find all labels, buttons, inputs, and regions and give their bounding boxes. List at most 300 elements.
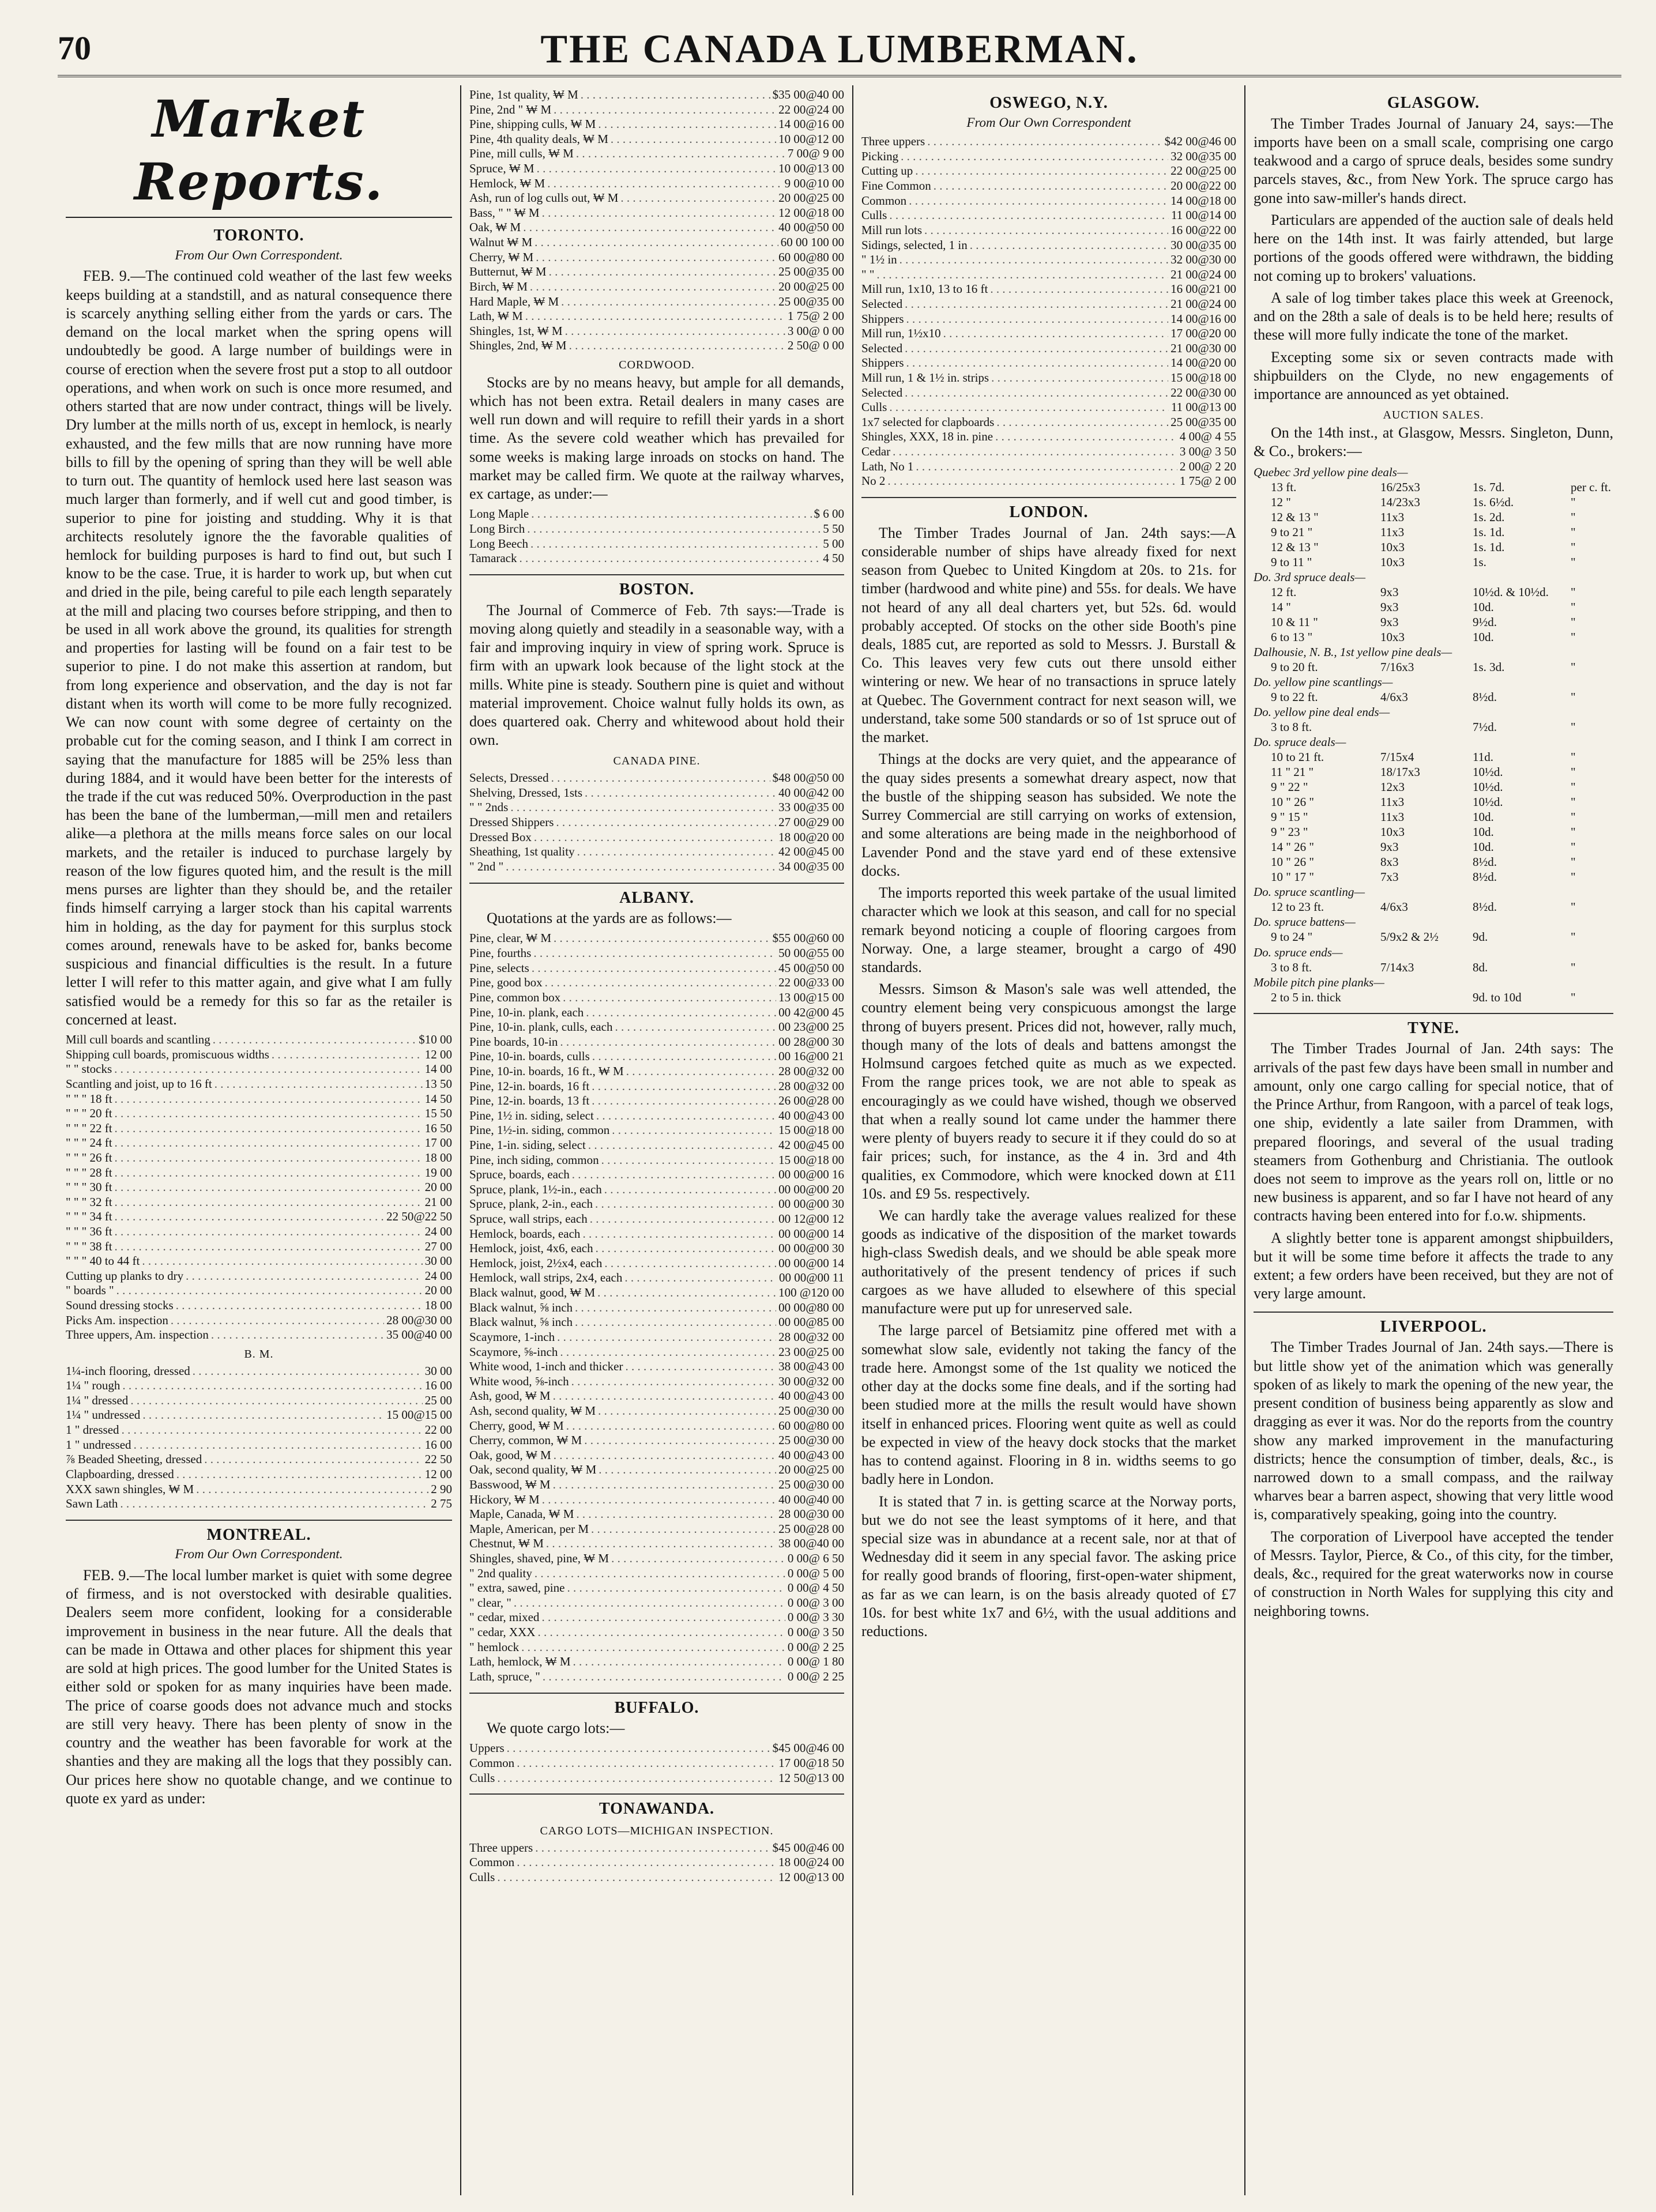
price-label: Culls: [861, 208, 887, 223]
leader-dots: [905, 297, 1168, 312]
auction-size: 9x3: [1380, 615, 1399, 629]
price-label: Pine, 2nd " ₩ M: [469, 102, 552, 116]
leader-dots: [561, 295, 776, 310]
price-value: 00 00@80 00: [778, 1300, 844, 1314]
leader-dots: [620, 191, 776, 206]
price-label: Pine, 10-in. boards, culls: [469, 1049, 590, 1064]
price-value: 14 50: [424, 1091, 452, 1106]
auction-size: 10x3: [1380, 540, 1405, 554]
price-row: [66, 1313, 452, 1328]
price-value: 28 00@32 00: [778, 1064, 844, 1078]
leader-dots: [596, 1241, 777, 1256]
price-row: [469, 250, 844, 265]
auction-row: [1254, 929, 1613, 944]
auction-unit: ": [1571, 720, 1576, 734]
paragraph: The imports reported this week partake of the usual limited character which we look at this season, and call for no special remark beyond noticing a couple of flooring cargoes from Norway. One, a large steamer, brought a cargo of 490 standards.: [861, 884, 1236, 975]
price-label: Pine, 10-in. boards, 16 ft., ₩ M: [469, 1064, 624, 1078]
price-value: 11 00@13 00: [1171, 400, 1236, 414]
leader-dots: [551, 771, 770, 786]
price-value: 0 00@ 3 50: [787, 1625, 844, 1640]
price-row: [861, 371, 1236, 386]
price-row: [861, 429, 1236, 444]
price-value: 27 00@29 00: [778, 815, 844, 830]
price-row: [469, 1049, 844, 1064]
price-label: Lath, No 1: [861, 459, 914, 473]
price-label: Shingles, 2nd, ₩ M: [469, 338, 567, 353]
price-value: 13 00@15 00: [778, 990, 844, 1004]
leader-dots: [116, 1283, 423, 1298]
price-row: [469, 146, 844, 161]
auction-row: [1254, 555, 1613, 570]
price-row: [861, 386, 1236, 401]
price-label: Oak, good, ₩ M: [469, 1448, 551, 1462]
price-label: Lath, spruce, ": [469, 1669, 540, 1683]
price-row: [66, 1482, 452, 1497]
auction-row: [1254, 495, 1613, 510]
price-value: 45 00@50 00: [778, 960, 844, 975]
price-label: Dressed Shippers: [469, 815, 554, 830]
price-value: 50 00@55 00: [778, 946, 844, 960]
price-row: [861, 238, 1236, 253]
leader-dots: [553, 1478, 777, 1493]
leader-dots: [943, 326, 1168, 341]
leader-dots: [996, 415, 1168, 430]
price-value: 32 00@30 00: [1171, 253, 1236, 267]
auction-row: [1254, 899, 1613, 914]
price-value: $55 00@60 00: [772, 931, 844, 945]
price-label: " " " 34 ft: [66, 1209, 112, 1224]
column-3: [853, 85, 1245, 2195]
canada-pine-title: CANADA PINE.: [613, 755, 701, 768]
price-label: Three uppers: [469, 1840, 533, 1855]
price-value: 28 00@30 00: [778, 1507, 844, 1521]
auction-size: 4/6x3: [1380, 689, 1408, 704]
price-label: Black walnut, ⅝ inch: [469, 1300, 573, 1314]
leader-dots: [507, 1741, 770, 1756]
auction-size: 11x3: [1380, 510, 1405, 524]
leader-dots: [122, 1378, 422, 1393]
price-label: " " " 20 ft: [66, 1106, 112, 1121]
price-row: [469, 1507, 844, 1522]
leader-dots: [532, 961, 776, 976]
price-row: [469, 1330, 844, 1345]
price-label: Mill run, 1x10, 13 to 16 ft: [861, 282, 988, 296]
leader-dots: [186, 1269, 423, 1284]
price-value: 00 28@00 30: [778, 1034, 844, 1049]
leader-dots: [517, 1756, 776, 1771]
price-value: 14 00@20 00: [1171, 356, 1236, 370]
auction-price: 1s. 6½d.: [1473, 495, 1514, 509]
leader-dots: [601, 1153, 777, 1168]
auction-length: 9 to 24 ": [1271, 930, 1313, 944]
leader-dots: [596, 1109, 776, 1124]
price-row: [469, 191, 844, 206]
price-label: " " " 22 ft: [66, 1121, 112, 1135]
price-value: 15 50: [424, 1106, 452, 1121]
price-label: Spruce, plank, 1½-in., each: [469, 1182, 602, 1196]
paragraph: The Timber Trades Journal of January 24, says:—The imports have been on a small scale, comprising one cargo teakwood and a cargo of spruce deals, besides some sundry parcels staves, &c., from New York. The spruce cargo has gone into saw-miller's hands direct.: [1254, 115, 1613, 206]
price-label: " " " 38 ft: [66, 1239, 112, 1253]
leader-dots: [549, 265, 777, 280]
price-label: " 2nd ": [469, 859, 504, 873]
paragraph: FEB. 9.—The local lumber market is quiet with some degree of firmess, and is not overstocked with desirable qualities. Dealers seem more confident, looking for a considerable improvement in business in the near future. All the deals that can be made in Ottawa and other places for shipment this year are sold at high prices. The good lumber for the United States is either sold or spoken for as many inquiries have been made. The price of coarse goods does not advance much and stocks are still very heavy. There has been plenty of snow in the country and the weather has been favorable for work at the shanties and they are making all the logs that they possibly can. Our prices here show no quotable change, and we continue to quote ex yard as under:: [66, 1566, 452, 1807]
auction-row: [1254, 630, 1613, 645]
auction-row: [1254, 960, 1613, 975]
paragraph: The corporation of Liverpool have accepted the tender of Messrs. Taylor, Pierce, & Co., of this city, for the timber, deals, &c., required for the great waterworks now in course of construction in North Wales for supplying this city and neighboring towns.: [1254, 1528, 1613, 1619]
auction-group-heading: Do. spruce deals—: [1254, 735, 1346, 749]
albany-intro: Quotations at the yards are as follows:—: [487, 910, 732, 927]
price-label: " " " 24 ft: [66, 1136, 112, 1150]
price-row: [66, 1224, 452, 1239]
price-label: Hard Maple, ₩ M: [469, 294, 559, 308]
price-label: Shingles, XXX, 18 in. pine: [861, 429, 993, 444]
leader-dots: [611, 132, 776, 147]
paragraph: The Timber Trades Journal of Jan. 24th says:—A considerable number of ships have already fixed for next season from Quebec to United Kingdom at 20s. to 21s. for timber (hardwood and white pine) and 55s. for deals. We have not heard of any all deal charters yet, but 52s. 6d. would probably accepted. Of stocks on the other side Booth's pine deals, 1885 cut, are reported as sold to Messrs. J. Burstall & Co. This leaves very few cuts out there unsold either wintering or new. We hear of no transactions in spruce lately at Quebec. The Government contract for next season will, we understand, take some 500 standards or so of 1st spruce out of the market.: [861, 524, 1236, 746]
auction-group-heading: Do. yellow pine deal ends—: [1254, 705, 1390, 719]
price-value: 15 00@18 00: [778, 1152, 844, 1167]
toronto-title: TORONTO.: [213, 227, 304, 245]
leader-dots: [927, 134, 1162, 149]
price-value: 40 00@50 00: [778, 220, 844, 235]
paragraph: Messrs. Simson & Mason's sale was well attended, the country element being very conspicuous amongst the large throng of buyers present. Prices did not, however, rally much, though many of the lots of deals and battens amongst the Holmsund cargoes fetched quite as much as we expected. From the range prices took, we are not able to speak as encouragingly as we could have wished, though we observed that when a really sound lot came under the hammer there were plenty of buyers ready to secure it if they could do so at fair prices; such, for instance, as the 4 in. 3rd and 4th qualities, ex Commodore, which were knocked down at £11 10s. and £9 5s. respectively.: [861, 981, 1236, 1202]
price-row: [861, 282, 1236, 297]
price-label: Spruce, ₩ M: [469, 161, 535, 176]
cordwood-title: CORDWOOD.: [619, 358, 695, 371]
leader-dots: [575, 1301, 776, 1316]
price-row: [469, 1870, 844, 1885]
price-value: $42 00@46 00: [1164, 134, 1236, 149]
price-row: [469, 1771, 844, 1786]
price-row: [469, 1741, 844, 1756]
price-row: [469, 522, 844, 537]
leader-dots: [530, 280, 776, 295]
leader-dots: [204, 1452, 423, 1467]
price-value: 60 00@80 00: [778, 1418, 844, 1433]
leader-dots: [584, 1433, 776, 1448]
price-value: 0 00@ 4 50: [787, 1581, 844, 1595]
price-row: [469, 1670, 844, 1685]
price-row: [66, 1077, 452, 1092]
price-label: Ash, second quality, ₩ M: [469, 1403, 596, 1418]
price-value: 14 00@18 00: [1171, 193, 1236, 208]
price-value: 00 00@00 14: [778, 1226, 844, 1241]
price-label: Pine, 1½-in. siding, common: [469, 1123, 610, 1137]
leader-dots: [196, 1482, 428, 1497]
auction-unit: ": [1571, 825, 1576, 839]
price-label: Lath, hemlock, ₩ M: [469, 1655, 571, 1669]
price-value: $10 00: [419, 1032, 452, 1047]
price-row: [469, 1167, 844, 1182]
price-row: [66, 1452, 452, 1467]
paragraph: A sale of log timber takes place this week at Greenock, and on the 28th a sale of deals is to be held here; results of these will more fully indicate the tone of the market.: [1254, 289, 1613, 344]
leader-dots: [581, 88, 770, 103]
paragraph: The large parcel of Betsiamitz pine offered met with a somewhat slow sale, evidently not taking the fancy of the trade here. Amongst some of the 1st quality we noticed the other day at the docks some fine deals, and if the sorting had been studied more at the mills the result would have shown itself in enhanced prices. Flooring went quite as well as could be expected in view of the heavy dock stocks that the market has to contend against. Flooring in 8 in. widths seems to go badly here in London.: [861, 1322, 1236, 1488]
price-label: Spruce, wall strips, each: [469, 1212, 588, 1226]
price-value: 17 00@20 00: [1171, 326, 1236, 341]
price-label: XXX sawn shingles, ₩ M: [66, 1482, 194, 1496]
price-value: 00 12@00 12: [778, 1212, 844, 1226]
price-label: Birch, ₩ M: [469, 279, 528, 293]
price-label: Common: [469, 1855, 515, 1870]
price-value: 42 00@45 00: [778, 1137, 844, 1152]
price-value: 25 00@30 00: [778, 1433, 844, 1448]
price-label: Scantling and joist, up to 16 ft: [66, 1076, 212, 1091]
auction-length: 9 " 15 ": [1271, 810, 1308, 824]
price-value: 22 50@22 50: [386, 1209, 452, 1224]
price-label: Maple, American, per M: [469, 1521, 589, 1536]
price-value: 16 00@22 00: [1171, 223, 1236, 237]
leader-dots: [506, 860, 776, 875]
price-label: Long Maple: [469, 507, 529, 521]
auction-size: 7x3: [1380, 870, 1399, 884]
price-label: Spruce, boards, each: [469, 1167, 570, 1182]
price-row: [861, 415, 1236, 430]
auction-length: 6 to 13 ": [1271, 630, 1313, 644]
price-value: 16 00: [424, 1378, 452, 1393]
price-value: 24 00: [424, 1224, 452, 1238]
price-value: 00 42@00 45: [778, 1005, 844, 1019]
auction-row: [1254, 480, 1613, 495]
leader-dots: [569, 338, 785, 353]
albany-title: ALBANY.: [469, 883, 844, 909]
price-row: [469, 990, 844, 1005]
auction-length: 9 to 20 ft.: [1271, 660, 1318, 674]
price-label: Shippers: [861, 356, 904, 370]
price-row: [469, 1064, 844, 1079]
price-label: 1¼ " dressed: [66, 1393, 129, 1407]
buffalo-title: BUFFALO.: [469, 1693, 844, 1719]
price-value: 12 00@13 00: [778, 1870, 844, 1885]
price-label: Pine, mill culls, ₩ M: [469, 146, 574, 161]
price-label: Oak, ₩ M: [469, 220, 521, 235]
auction-unit: ": [1571, 855, 1576, 869]
auction-size: 9x3: [1380, 600, 1399, 614]
leader-dots: [557, 1330, 776, 1345]
auction-size: 8x3: [1380, 855, 1399, 869]
price-label: No 2: [861, 474, 886, 488]
price-label: Common: [469, 1756, 515, 1770]
price-row: [469, 1035, 844, 1050]
price-label: Hemlock, joist, 4x6, each: [469, 1241, 593, 1256]
leader-dots: [554, 931, 770, 946]
leader-dots: [142, 1408, 384, 1423]
auction-price: 10½d. & 10½d.: [1473, 585, 1549, 599]
market-reports-title: Market Reports.: [66, 88, 452, 218]
price-value: 20 00: [424, 1180, 452, 1194]
leader-dots: [582, 1227, 776, 1242]
price-row: [469, 1841, 844, 1856]
auction-price: 10½d.: [1473, 780, 1503, 794]
tyne-title: TYNE.: [1254, 1013, 1613, 1039]
leader-dots: [530, 537, 821, 552]
price-label: Long Birch: [469, 522, 525, 536]
toronto-byline: From Our Own Correspondent.: [175, 247, 343, 262]
price-row: [469, 1020, 844, 1035]
masthead: [58, 23, 1621, 77]
price-value: 22 00@30 00: [1171, 385, 1236, 400]
auction-unit: ": [1571, 960, 1576, 974]
price-row: [469, 551, 844, 566]
price-value: 25 00@35 00: [778, 294, 844, 308]
price-label: Sidings, selected, 1 in: [861, 238, 968, 252]
auction-size: 10x3: [1380, 630, 1405, 644]
price-label: Black walnut, good, ₩ M: [469, 1286, 596, 1300]
paragraph: Particulars are appended of the auction sale of deals held here on the 14th inst. It was fairly attended, but large portions of the goods offered were withdrawn, the bidding not coming up to brokers' valuations.: [1254, 211, 1613, 284]
auction-unit: ": [1571, 555, 1576, 569]
price-label: Selected: [861, 296, 903, 311]
price-label: ⅞ Beaded Sheeting, dressed: [66, 1452, 202, 1467]
price-value: 20 00@25 00: [778, 191, 844, 205]
price-label: Pine, inch siding, common: [469, 1152, 599, 1167]
price-row: [469, 132, 844, 147]
leader-dots: [915, 164, 1168, 179]
price-value: 10 00@13 00: [778, 161, 844, 176]
auction-length: 12 to 23 ft.: [1271, 900, 1324, 914]
price-label: Pine, shipping culls, ₩ M: [469, 117, 596, 131]
price-row: [469, 280, 844, 295]
price-row: [469, 1005, 844, 1020]
price-label: Ash, good, ₩ M: [469, 1389, 551, 1403]
auction-size: [1380, 719, 1473, 734]
price-value: 40 00@43 00: [778, 1448, 844, 1462]
price-label: " boards ": [66, 1283, 114, 1298]
price-label: " " " 32 ft: [66, 1194, 112, 1209]
price-row: [861, 223, 1236, 238]
price-value: 18 00@20 00: [778, 830, 844, 844]
auction-length: 11 " 21 ": [1271, 765, 1314, 779]
glasgow-title: GLASGOW.: [1387, 94, 1480, 112]
price-value: 00 00@00 20: [778, 1182, 844, 1196]
leader-dots: [590, 1212, 776, 1227]
leader-dots: [626, 1359, 777, 1374]
auction-length: 9 " 22 ": [1271, 780, 1308, 794]
price-value: 21 00@24 00: [1171, 267, 1236, 281]
price-row: [66, 1166, 452, 1181]
oswego-byline: From Our Own Correspondent: [966, 115, 1131, 130]
price-label: White wood, ⅝-inch: [469, 1374, 569, 1388]
price-label: Culls: [469, 1870, 495, 1885]
price-row: [469, 1079, 844, 1094]
price-label: Hemlock, joist, 2½x4, each: [469, 1256, 603, 1270]
price-row: [469, 1359, 844, 1374]
price-label: Shipping cull boards, promiscuous widths: [66, 1047, 269, 1061]
price-value: 25 00@30 00: [778, 1478, 844, 1491]
leader-dots: [991, 371, 1168, 386]
auction-unit: ": [1571, 689, 1576, 704]
price-value: 38 00@43 00: [778, 1359, 844, 1374]
price-row: [861, 341, 1236, 356]
price-label: Common: [861, 193, 907, 208]
leader-dots: [115, 1166, 423, 1181]
auction-row: [1254, 660, 1613, 674]
price-row: [66, 1136, 452, 1151]
price-row: [66, 1062, 452, 1077]
price-label: " " " 26 ft: [66, 1150, 112, 1165]
price-label: Basswood, ₩ M: [469, 1478, 551, 1491]
tonawanda-title: TONAWANDA.: [469, 1793, 844, 1819]
auction-length: 2 to 5 in. thick: [1271, 990, 1341, 1004]
price-label: Picking: [861, 149, 899, 163]
montreal-byline: From Our Own Correspondent.: [175, 1547, 343, 1562]
price-value: 19 00: [424, 1165, 452, 1180]
leader-dots: [176, 1298, 423, 1313]
auction-price: 8½d.: [1473, 855, 1497, 869]
auction-unit: ": [1571, 990, 1576, 1004]
price-label: Maple, Canada, ₩ M: [469, 1507, 574, 1521]
auction-price: 10d.: [1473, 630, 1494, 644]
price-value: $35 00@40 00: [772, 88, 844, 101]
price-value: 3 00@ 3 50: [1179, 444, 1236, 459]
price-row: [469, 1522, 844, 1537]
price-row: [469, 931, 844, 946]
leader-dots: [560, 1345, 776, 1360]
price-row: [66, 1121, 452, 1136]
price-label: Ash, run of log culls out, ₩ M: [469, 191, 619, 205]
auction-price: 1s. 3d.: [1473, 660, 1505, 674]
boston-title: BOSTON.: [469, 574, 844, 600]
price-label: " 1½ in: [861, 253, 897, 267]
price-label: " " " 36 ft: [66, 1224, 112, 1238]
leader-dots: [115, 1136, 423, 1151]
price-value: $45 00@46 00: [772, 1741, 844, 1755]
auction-size: 9x3: [1380, 840, 1399, 854]
price-value: $48 00@50 00: [772, 771, 844, 785]
price-value: 30 00@32 00: [778, 1374, 844, 1388]
auction-length: 3 to 8 ft.: [1271, 720, 1312, 734]
auction-price: 9d. to 10d: [1473, 990, 1522, 1004]
price-row: [469, 1655, 844, 1670]
price-row: [469, 206, 844, 221]
leader-dots: [604, 1182, 776, 1197]
leader-dots: [876, 267, 1168, 282]
auction-size: 7/15x4: [1380, 750, 1414, 764]
auction-size: 7/14x3: [1380, 960, 1414, 974]
price-label: Three uppers: [861, 134, 925, 149]
auction-length: 9 to 21 ": [1271, 525, 1313, 539]
price-value: 28 00@30 00: [386, 1313, 452, 1327]
price-label: Hemlock, boards, each: [469, 1226, 581, 1241]
price-row: [469, 88, 844, 103]
price-value: 11 00@14 00: [1171, 208, 1236, 223]
leader-dots: [598, 117, 776, 132]
leader-dots: [899, 253, 1168, 267]
price-value: 38 00@40 00: [778, 1536, 844, 1551]
price-label: Pine, 1st quality, ₩ M: [469, 88, 578, 101]
price-row: [469, 961, 844, 976]
price-label: Selects, Dressed: [469, 771, 549, 785]
price-value: 30 00: [424, 1363, 452, 1378]
leader-dots: [535, 1566, 785, 1581]
price-value: 21 00: [424, 1194, 452, 1209]
price-label: " " " 18 ft: [66, 1091, 112, 1106]
auction-size: 9x3: [1380, 585, 1399, 599]
price-value: 22 50: [424, 1452, 452, 1467]
price-row: [66, 1047, 452, 1062]
leader-dots: [211, 1328, 384, 1343]
auction-length: 9 to 11 ": [1271, 555, 1312, 569]
montreal-paragraphs: [66, 1566, 452, 1808]
auction-unit: ": [1571, 540, 1576, 554]
price-value: 16 00: [424, 1437, 452, 1452]
price-label: Tamarack: [469, 551, 517, 566]
price-row: [66, 1438, 452, 1453]
oswego-price-list: [861, 134, 1236, 489]
leader-dots: [990, 282, 1168, 297]
leader-dots: [598, 1404, 776, 1419]
auction-row: [1254, 854, 1613, 869]
price-value: 15 00@15 00: [386, 1408, 452, 1422]
auction-price: 10d.: [1473, 825, 1494, 839]
